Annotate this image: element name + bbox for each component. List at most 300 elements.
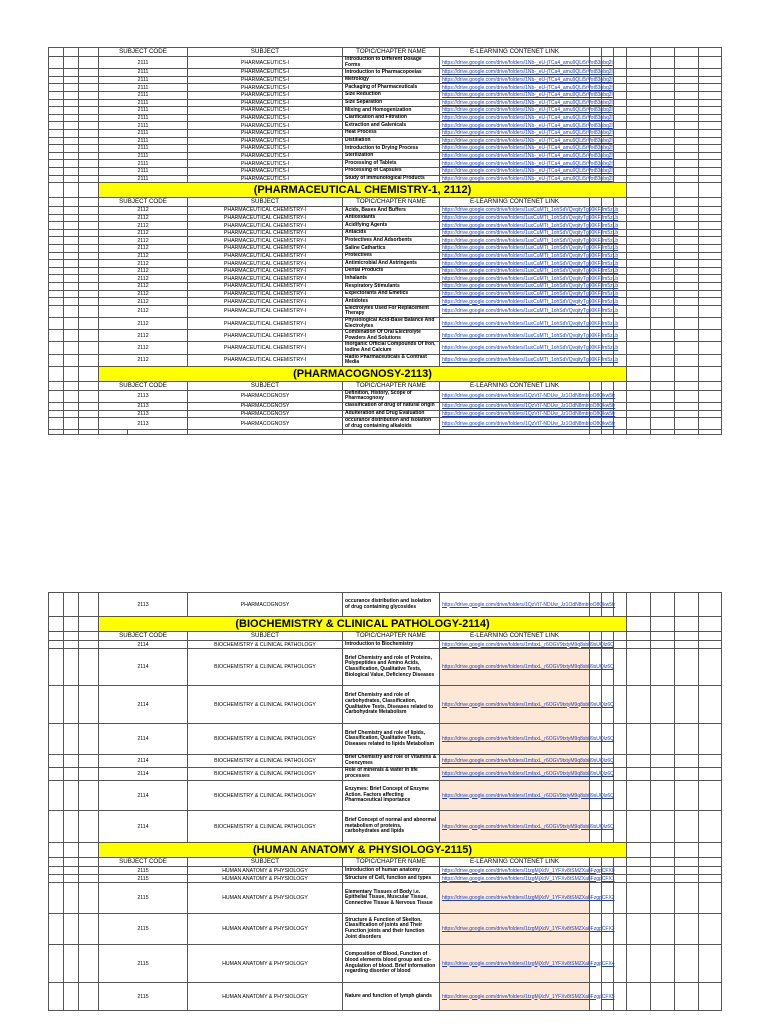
empty-cell (64, 875, 79, 883)
empty-cell (49, 724, 64, 755)
subject-code: 2113 (99, 418, 188, 430)
empty-cell (627, 222, 651, 230)
subject-code: 2113 (99, 410, 188, 418)
topic-name: Combination Of Oral Electrolyte Powders And Solutions (343, 330, 440, 342)
subject-name: PHARMACOGNOSY (188, 593, 343, 617)
subject-code: 2115 (99, 945, 188, 983)
empty-cell (627, 175, 651, 183)
empty-cell (651, 260, 675, 268)
empty-cell (699, 366, 722, 381)
empty-cell (675, 305, 699, 317)
topic-name: Clarification and Filtration (343, 114, 440, 122)
subject-name: HUMAN ANATOMY & PHYSIOLOGY (188, 875, 343, 883)
subject-code: 2112 (99, 252, 188, 260)
empty-cell (675, 122, 699, 130)
empty-cell (64, 418, 79, 430)
empty-cell (651, 867, 675, 875)
empty-cell (614, 418, 627, 430)
empty-cell (675, 175, 699, 183)
empty-cell (49, 145, 64, 153)
empty-cell (675, 617, 699, 632)
subject-name: PHARMACEUTICAL CHEMISTRY-I (188, 354, 343, 366)
empty-cell (675, 755, 699, 768)
empty-cell (675, 883, 699, 914)
empty-cell (675, 183, 699, 198)
header-link: E-LEARNING CONTENET LINK (440, 381, 590, 390)
empty-cell (602, 381, 614, 390)
empty-cell (699, 402, 722, 410)
empty-cell (79, 214, 99, 222)
empty-cell (64, 69, 79, 77)
elearning-link[interactable]: https://drive.google.com/drive/folders/1tzgMjXdV_1YFXv8tSMZXa8FzgpCFX5 (440, 983, 590, 1011)
topic-name: Nature and function of lymph glands (343, 983, 440, 1011)
empty-cell (699, 99, 722, 107)
topic-name: Study of immunological Products (343, 175, 440, 183)
topic-name: Antimicrobial And Astringents (343, 260, 440, 268)
elearning-link[interactable]: https://drive.google.com/drive/folders/1uxCuMTt_1ohSdVQvqityTg90KFJm5zLb (440, 214, 590, 222)
empty-cell (627, 114, 651, 122)
empty-cell (627, 914, 651, 945)
subject-name: PHARMACOGNOSY (188, 402, 343, 410)
topic-name: occurance distribution and isolation of drug containing glycosides (343, 593, 440, 617)
elearning-link[interactable]: https://drive.google.com/drive/folders/1Nb-_eU-jTCa4_amu9QLi5rVot83nbq2l (440, 76, 590, 84)
elearning-link[interactable]: https://drive.google.com/drive/folders/1uxCuMTt_1ohSdVQvqityTg90KFJm5zLb (440, 283, 590, 291)
table-row (49, 222, 722, 230)
elearning-link[interactable]: https://drive.google.com/drive/folders/1Nb-_eU-jTCa4_amu9QLi5rVot83nbq2l (440, 167, 590, 175)
empty-cell (79, 686, 99, 724)
elearning-link[interactable]: https://drive.google.com/drive/folders/1uxCuMTt_1ohSdVQvqityTg90KFJm5zLb (440, 342, 590, 354)
topic-name: Expectorants And Emetics (343, 290, 440, 298)
elearning-link[interactable]: https://drive.google.com/drive/folders/1tzgMjXdV_1YFXv8tSMZXa8FzgpCFX0 (440, 867, 590, 875)
empty-cell (79, 237, 99, 245)
empty-cell (614, 632, 627, 641)
empty-cell (651, 129, 675, 137)
elearning-link[interactable]: https://drive.google.com/drive/folders/1mfaxL_r6OGV9txtyM9q8sb89sUQlz6Q (440, 781, 590, 811)
empty-cell (651, 811, 675, 843)
elearning-link[interactable]: https://drive.google.com/drive/folders/1mfaxL_r6OGV9txtyM9q8sb89sUQlz6Q (440, 768, 590, 781)
elearning-link[interactable]: https://drive.google.com/drive/folders/1tzgMjXdV_1YFXv8tSMZXa8FzgpCFX4 (440, 945, 590, 983)
empty-cell (675, 632, 699, 641)
empty-cell (651, 137, 675, 145)
empty-cell (64, 57, 79, 69)
empty-cell (699, 883, 722, 914)
elearning-link[interactable]: https://drive.google.com/drive/folders/1mfaxL_r6OGV9txtyM9q8sb89sUQlz6Q (440, 724, 590, 755)
section-title-row (49, 183, 722, 198)
subject-code: 2111 (99, 76, 188, 84)
elearning-link[interactable]: https://drive.google.com/drive/folders/1Nb-_eU-jTCa4_amu9QLi5rVot83nbq2l (440, 114, 590, 122)
empty-cell (614, 69, 627, 77)
empty-cell (64, 686, 79, 724)
subject-name: HUMAN ANATOMY & PHYSIOLOGY (188, 914, 343, 945)
empty-cell (64, 298, 79, 306)
subject-code: 2112 (99, 354, 188, 366)
empty-cell (651, 430, 675, 435)
empty-cell (614, 983, 627, 1011)
topic-name: Introduction to Different Dosage Forms (343, 57, 440, 69)
elearning-link[interactable]: https://drive.google.com/drive/folders/1uxCuMTt_1ohSdVQvqityTg90KFJm5zLb (440, 222, 590, 230)
subject-code: 2114 (99, 811, 188, 843)
empty-cell (614, 175, 627, 183)
empty-cell (79, 781, 99, 811)
empty-cell (49, 275, 64, 283)
table-row (49, 641, 722, 649)
empty-cell (614, 76, 627, 84)
empty-cell (79, 99, 99, 107)
empty-cell (614, 381, 627, 390)
table-row (49, 69, 722, 77)
elearning-link[interactable]: https://drive.google.com/drive/folders/1QzVt7-NDUw_Jz1OdN8mbtoO8Qkw5tr (440, 402, 590, 410)
empty-cell (627, 330, 651, 342)
empty-cell (614, 91, 627, 99)
empty-cell (64, 145, 79, 153)
empty-cell (614, 137, 627, 145)
empty-cell (49, 48, 64, 57)
table-row (49, 867, 722, 875)
elearning-link[interactable]: https://drive.google.com/drive/folders/1uxCuMTt_1ohSdVQvqityTg90KFJm5zLb (440, 229, 590, 237)
header-topic: TOPIC/CHAPTER NAME (343, 381, 440, 390)
empty-cell (627, 267, 651, 275)
empty-cell (675, 245, 699, 253)
empty-cell (64, 207, 79, 215)
empty-cell (49, 183, 64, 198)
elearning-link[interactable]: https://drive.google.com/drive/folders/1uxCuMTt_1ohSdVQvqityTg90KFJm5zLb (440, 260, 590, 268)
subject-code: 2111 (99, 175, 188, 183)
empty-cell (49, 867, 64, 875)
empty-cell (614, 649, 627, 686)
empty-cell (675, 983, 699, 1011)
empty-cell (699, 214, 722, 222)
empty-cell (699, 768, 722, 781)
empty-cell (49, 245, 64, 253)
empty-cell (602, 632, 614, 641)
empty-cell (651, 768, 675, 781)
empty-cell (699, 632, 722, 641)
subject-name: PHARMACEUTICAL CHEMISTRY-I (188, 305, 343, 317)
topic-name: Adulteration and Drug Evaluation (343, 410, 440, 418)
empty-cell (79, 76, 99, 84)
elearning-link[interactable]: https://drive.google.com/drive/folders/1Nb-_eU-jTCa4_amu9QLi5rVot83nbq2l (440, 175, 590, 183)
empty-cell (651, 983, 675, 1011)
empty-cell (627, 843, 651, 858)
table-row (49, 84, 722, 92)
empty-cell (675, 152, 699, 160)
empty-cell (64, 402, 79, 410)
empty-cell (49, 290, 64, 298)
subject-name: PHARMACEUTICAL CHEMISTRY-I (188, 342, 343, 354)
topic-name: Inorganic Official Compounds Of Iron, Iodine And Calcium (343, 342, 440, 354)
elearning-link[interactable]: https://drive.google.com/drive/folders/1uxCuMTt_1ohSdVQvqityTg90KFJm5zLb (440, 237, 590, 245)
table-row (49, 57, 722, 69)
empty-cell (699, 267, 722, 275)
empty-cell (64, 430, 79, 435)
empty-cell (614, 914, 627, 945)
empty-cell (627, 298, 651, 306)
elearning-link[interactable]: https://drive.google.com/drive/folders/1Nb-_eU-jTCa4_amu9QLi5rVot83nbq2l (440, 145, 590, 153)
table-page-2 (48, 592, 722, 1011)
empty-cell (699, 114, 722, 122)
table-row (49, 390, 722, 402)
subject-code: 2112 (99, 290, 188, 298)
topic-name: Brief Concept of normal and abnormal metabolism of proteins, carbohydrates and lipids (343, 811, 440, 843)
empty-cell (699, 686, 722, 724)
subject-code: 2111 (99, 160, 188, 168)
subject-name: PHARMACEUTICAL CHEMISTRY-I (188, 252, 343, 260)
empty-cell (614, 641, 627, 649)
subject-name: PHARMACEUTICAL CHEMISTRY-I (188, 237, 343, 245)
empty-cell (651, 275, 675, 283)
subject-code: 2114 (99, 781, 188, 811)
elearning-link[interactable]: https://drive.google.com/drive/folders/1Nb-_eU-jTCa4_amu9QLi5rVot83nbq2l (440, 129, 590, 137)
empty-cell (627, 875, 651, 883)
elearning-link[interactable]: https://drive.google.com/drive/folders/1tzgMjXdV_1YFXv8tSMZXa8FzgpCFX3 (440, 914, 590, 945)
empty-cell (627, 858, 651, 867)
subject-name: BIOCHEMISTRY & CLINICAL PATHOLOGY (188, 768, 343, 781)
header-subject-code: SUBJECT CODE (99, 48, 188, 57)
empty-cell (675, 867, 699, 875)
table-row (49, 883, 722, 914)
table-row (49, 945, 722, 983)
empty-cell (64, 649, 79, 686)
empty-cell (651, 381, 675, 390)
empty-cell (79, 390, 99, 402)
elearning-link[interactable]: https://drive.google.com/drive/folders/1uxCuMTt_1ohSdVQvqityTg90KFJm5zLb (440, 305, 590, 317)
empty-cell (79, 122, 99, 130)
empty-cell (651, 183, 675, 198)
elearning-link[interactable]: https://drive.google.com/drive/folders/1Nb-_eU-jTCa4_amu9QLi5rVot83nbq2l (440, 122, 590, 130)
empty-cell (79, 245, 99, 253)
elearning-link[interactable]: https://drive.google.com/drive/folders/1uxCuMTt_1ohSdVQvqityTg90KFJm5zLb (440, 354, 590, 366)
empty-cell (614, 755, 627, 768)
empty-cell (651, 330, 675, 342)
empty-cell (49, 129, 64, 137)
table-row (49, 175, 722, 183)
empty-cell (651, 99, 675, 107)
empty-cell (79, 129, 99, 137)
elearning-link[interactable]: https://drive.google.com/drive/folders/1Nb-_eU-jTCa4_amu9QLi5rVot83nbq2l (440, 99, 590, 107)
empty-cell (699, 237, 722, 245)
elearning-link[interactable]: https://drive.google.com/drive/folders/1uxCuMTt_1ohSdVQvqityTg90KFJm5zLb (440, 290, 590, 298)
topic-name: classification of drug of natural origin (343, 402, 440, 410)
empty-cell (651, 914, 675, 945)
empty-cell (627, 641, 651, 649)
topic-name: Introduction to Biochemistry (343, 641, 440, 649)
subject-code: 2112 (99, 245, 188, 253)
empty-cell (627, 245, 651, 253)
elearning-link[interactable]: https://drive.google.com/drive/folders/1Nb-_eU-jTCa4_amu9QLi5rVot83nbq2l (440, 91, 590, 99)
empty-cell (699, 84, 722, 92)
empty-cell (64, 593, 79, 617)
elearning-link[interactable]: https://drive.google.com/drive/folders/1QzVt7-NDUw_Jz1OdN8mbtoO8Qkw5tr (440, 418, 590, 430)
empty-cell (651, 175, 675, 183)
table-row (49, 275, 722, 283)
topic-name: Brief Chemistry and role of Vitamins & Coenzymes (343, 755, 440, 768)
elearning-link[interactable]: https://drive.google.com/drive/folders/1Nb-_eU-jTCa4_amu9QLi5rVot83nbq2l (440, 137, 590, 145)
empty-cell (49, 237, 64, 245)
table-row (49, 755, 722, 768)
elearning-link[interactable]: https://drive.google.com/drive/folders/1Nb-_eU-jTCa4_amu9QLi5rVot83nbq2l (440, 84, 590, 92)
empty-cell (627, 160, 651, 168)
empty-cell (627, 237, 651, 245)
empty-cell (614, 867, 627, 875)
elearning-link[interactable]: https://drive.google.com/drive/folders/1uxCuMTt_1ohSdVQvqityTg90KFJm5zLb (440, 275, 590, 283)
empty-cell (49, 354, 64, 366)
topic-name: Structure of Cell, function and types (343, 875, 440, 883)
subject-code: 2111 (99, 69, 188, 77)
elearning-link[interactable]: https://drive.google.com/drive/folders/1uxCuMTt_1ohSdVQvqityTg90KFJm5zLb (440, 298, 590, 306)
empty-cell (651, 267, 675, 275)
empty-cell (675, 57, 699, 69)
empty-cell (614, 768, 627, 781)
empty-cell (49, 649, 64, 686)
empty-cell (627, 354, 651, 366)
empty-cell (49, 137, 64, 145)
empty-cell (651, 686, 675, 724)
elearning-link[interactable]: https://drive.google.com/drive/folders/1Nb-_eU-jTCa4_amu9QLi5rVot83nbq2l (440, 57, 590, 69)
empty-cell (79, 883, 99, 914)
empty-cell (79, 755, 99, 768)
elearning-link[interactable]: https://drive.google.com/drive/folders/1tzgMjXdV_1YFXv8tSMZXa8FzgpCFX1 (440, 875, 590, 883)
empty-cell (627, 402, 651, 410)
empty-cell (675, 137, 699, 145)
subject-code: 2112 (99, 275, 188, 283)
empty-cell (79, 410, 99, 418)
empty-cell (590, 632, 602, 641)
header-subject: SUBJECT (188, 48, 343, 57)
empty-cell (64, 283, 79, 291)
subject-name: PHARMACEUTICS-I (188, 129, 343, 137)
empty-cell (651, 252, 675, 260)
empty-cell (590, 198, 602, 207)
empty-cell (627, 867, 651, 875)
empty-cell (49, 69, 64, 77)
elearning-link[interactable]: https://drive.google.com/drive/folders/1mfaxL_r6OGV9txtyM9q8sb89sUQlz6Q (440, 649, 590, 686)
empty-cell (675, 84, 699, 92)
elearning-link[interactable]: https://drive.google.com/drive/folders/1uxCuMTt_1ohSdVQvqityTg90KFJm5zLb (440, 252, 590, 260)
empty-cell (64, 76, 79, 84)
elearning-link[interactable]: https://drive.google.com/drive/folders/1mfaxL_r6OGV9txtyM9q8sb89sUQlz6Q (440, 811, 590, 843)
elearning-link[interactable]: https://drive.google.com/drive/folders/1tzgMjXdV_1YFXv8tSMZXa8FzgpCFX2 (440, 883, 590, 914)
elearning-link[interactable]: https://drive.google.com/drive/folders/1uxCuMTt_1ohSdVQvqityTg90KFJm5zLb (440, 267, 590, 275)
empty-cell (675, 214, 699, 222)
empty-cell (651, 145, 675, 153)
topic-name: Radio Pharmaceuticals & Contrast Media (343, 354, 440, 366)
elearning-link[interactable]: https://drive.google.com/drive/folders/1QzVt7-NDUw_Jz1OdN8mbtoO8Qkw5tr (440, 593, 590, 617)
header-subject: SUBJECT (188, 632, 343, 641)
elearning-link[interactable]: https://drive.google.com/drive/folders/1Nb-_eU-jTCa4_amu9QLi5rVot83nbq2l (440, 152, 590, 160)
empty-cell (49, 152, 64, 160)
subject-code: 2115 (99, 983, 188, 1011)
empty-cell (614, 686, 627, 724)
elearning-link[interactable]: https://drive.google.com/drive/folders/1uxCuMTt_1ohSdVQvqityTg90KFJm5zLb (440, 207, 590, 215)
elearning-link[interactable]: https://drive.google.com/drive/folders/1Nb-_eU-jTCa4_amu9QLi5rVot83nbq2l (440, 69, 590, 77)
elearning-link[interactable]: https://drive.google.com/drive/folders/1Nb-_eU-jTCa4_amu9QLi5rVot83nbq2l (440, 107, 590, 115)
empty-cell (64, 945, 79, 983)
empty-cell (64, 167, 79, 175)
empty-cell (79, 290, 99, 298)
empty-cell (64, 252, 79, 260)
empty-cell (627, 781, 651, 811)
topic-name: Antidotes (343, 298, 440, 306)
subject-code: 2112 (99, 214, 188, 222)
empty-cell (699, 252, 722, 260)
subject-code: 2115 (99, 875, 188, 883)
elearning-link[interactable]: https://drive.google.com/drive/folders/1uxCuMTt_1ohSdVQvqityTg90KFJm5zLb (440, 245, 590, 253)
subject-code: 2112 (99, 260, 188, 268)
empty-cell (675, 252, 699, 260)
empty-cell (699, 867, 722, 875)
empty-cell (79, 57, 99, 69)
empty-cell (79, 305, 99, 317)
elearning-link[interactable]: https://drive.google.com/drive/folders/1QzVt7-NDUw_Jz1OdN8mbtoO8Qkw5tr (440, 410, 590, 418)
empty-cell (64, 290, 79, 298)
elearning-link[interactable]: https://drive.google.com/drive/folders/1Nb-_eU-jTCa4_amu9QLi5rVot83nbq2l (440, 160, 590, 168)
table-row (49, 418, 722, 430)
subject-name: PHARMACEUTICS-I (188, 152, 343, 160)
empty-cell (675, 145, 699, 153)
table-row (49, 593, 722, 617)
empty-cell (64, 318, 79, 330)
empty-cell (699, 354, 722, 366)
subject-name: PHARMACEUTICS-I (188, 91, 343, 99)
subject-name: PHARMACOGNOSY (188, 410, 343, 418)
empty-cell (64, 129, 79, 137)
elearning-link[interactable]: https://drive.google.com/drive/folders/1uxCuMTt_1ohSdVQvqityTg90KFJm5zLb (440, 330, 590, 342)
empty-cell (699, 198, 722, 207)
empty-cell (64, 390, 79, 402)
empty-cell (699, 318, 722, 330)
empty-cell (699, 260, 722, 268)
empty-cell (651, 843, 675, 858)
table-row (49, 76, 722, 84)
empty-cell (627, 48, 651, 57)
subject-name: PHARMACEUTICS-I (188, 160, 343, 168)
subject-name: BIOCHEMISTRY & CLINICAL PATHOLOGY (188, 641, 343, 649)
elearning-link[interactable]: https://drive.google.com/drive/folders/1mfaxL_r6OGV9txtyM9q8sb89sUQlz6Q (440, 755, 590, 768)
topic-name: Physiological Acid-Base Balance And Electrolytes (343, 318, 440, 330)
empty-cell (675, 342, 699, 354)
topic-name: Brief Chemistry and role of lipids, Classification, Qualitative Tests, Diseases related to lipids Metabolism (343, 724, 440, 755)
subject-code: 2111 (99, 91, 188, 99)
empty-cell (79, 107, 99, 115)
empty-cell (651, 214, 675, 222)
table-row (49, 686, 722, 724)
empty-cell (675, 390, 699, 402)
subject-code: 2111 (99, 167, 188, 175)
empty-cell (79, 183, 99, 198)
header-topic: TOPIC/CHAPTER NAME (343, 858, 440, 867)
empty-cell (699, 811, 722, 843)
empty-cell (675, 48, 699, 57)
empty-cell (614, 402, 627, 410)
empty-cell (64, 914, 79, 945)
empty-cell (699, 129, 722, 137)
empty-cell (627, 755, 651, 768)
empty-cell (79, 260, 99, 268)
elearning-link[interactable]: https://drive.google.com/drive/folders/1uxCuMTt_1ohSdVQvqityTg90KFJm5zLb (440, 318, 590, 330)
empty-cell (64, 137, 79, 145)
elearning-link[interactable]: https://drive.google.com/drive/folders/1mfaxL_r6OGV9txtyM9q8sb89sUQlz6Q (440, 641, 590, 649)
empty-cell (79, 267, 99, 275)
subject-name: PHARMACEUTICS-I (188, 84, 343, 92)
empty-cell (440, 430, 590, 435)
elearning-link[interactable]: https://drive.google.com/drive/folders/1QzVt7-NDUw_Jz1OdN8mbtoO8Qkw5tr (440, 390, 590, 402)
header-link: E-LEARNING CONTENET LINK (440, 858, 590, 867)
elearning-link[interactable]: https://drive.google.com/drive/folders/1mfaxL_r6OGV9txtyM9q8sb89sUQlz6Q (440, 686, 590, 724)
subject-name: BIOCHEMISTRY & CLINICAL PATHOLOGY (188, 686, 343, 724)
empty-cell (651, 107, 675, 115)
empty-cell (79, 275, 99, 283)
empty-cell (614, 945, 627, 983)
